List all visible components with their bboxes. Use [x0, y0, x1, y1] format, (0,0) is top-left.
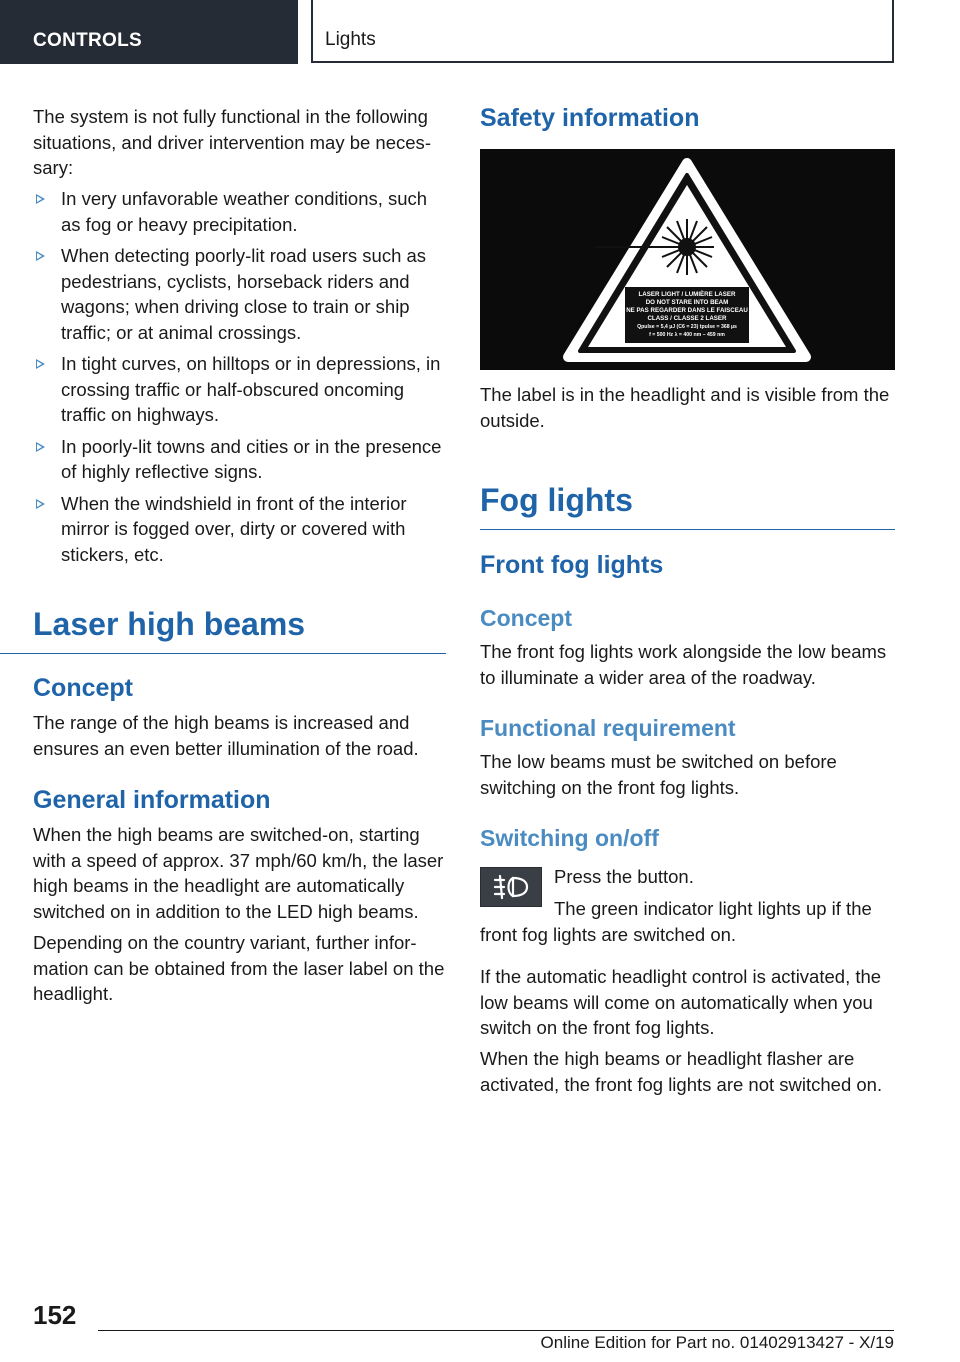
list-item: When the windshield in front of the interior mirror is fogged over, dirty or covered with stickers, etc.: [33, 491, 446, 568]
limitations-list: [33, 186, 446, 567]
label-location-paragraph: The label is in the headlight and is visible from the outside.: [480, 384, 890, 431]
list-item: When detecting poorly-lit road users such as pedestrians, cyclists, horseback riders and wagons; when driving close to train or ship traffic; or at animal crossings.: [33, 243, 446, 345]
functional-requirement-subheading: Functional requirement: [480, 715, 736, 741]
bullet-triangle-icon: [36, 359, 45, 369]
chapter-title: Lights: [325, 29, 376, 50]
footer-divider: [98, 1330, 894, 1331]
switching-subheading: Switching on/off: [480, 825, 659, 851]
general-information-paragraph: When the high beams are switched-on, starting with a speed of approx. 37 mph/60 km/h, the laser high beams in the headlight are automatically switched on in addition to the LED high beams.: [33, 824, 444, 922]
flasher-paragraph: When the high beams or headlight flasher are activated, the front fog lights are not switched on.: [480, 1048, 883, 1095]
country-variant-paragraph: Depending on the country variant, further information can be obtained from the laser label on the headlight.: [33, 932, 445, 1004]
list-item: In poorly-lit towns and cities or in the presence of highly reflective signs.: [33, 434, 446, 485]
label-line: CLASS / CLASSE 2 LASER: [647, 315, 727, 322]
label-line: NE PAS REGARDER DANS LE FAISCEAU: [626, 307, 748, 314]
concept-subheading: Concept: [480, 605, 572, 631]
chapter-tab: [311, 0, 894, 63]
laser-high-beams-heading: Laser high beams: [33, 606, 306, 642]
functional-requirement-paragraph: The low beams must be switched on before switching on the front fog lights.: [480, 751, 837, 798]
press-button-text: Press the button.: [554, 866, 694, 887]
fog-lights-heading: Fog lights: [480, 482, 633, 518]
bullet-triangle-icon: [36, 251, 45, 261]
label-line: f = 500 Hz λ = 400 nm – 459 nm: [649, 332, 725, 338]
bullet-triangle-icon: [36, 499, 45, 509]
intro-paragraph: The system is not fully functional in the following situations, and driver intervention may be necessary:: [33, 106, 431, 178]
list-item: In tight curves, on hilltops or in depressions, in crossing traffic or half-obscured oncoming traffic on highways.: [33, 351, 446, 428]
label-line: DO NOT STARE INTO BEAM: [645, 299, 729, 306]
indicator-paragraph: The green indicator light lights up if the front fog lights are switched on.: [480, 898, 872, 945]
concept-paragraph: The range of the high beams is increased and ensures an even better illumination of the road.: [33, 712, 419, 759]
laser-warning-label-image: [480, 149, 895, 370]
section-tab: [0, 0, 298, 64]
edition-note: Online Edition for Part no. 01402913427 - X/19: [540, 1333, 894, 1352]
laser-warning-triangle-icon: [480, 149, 895, 370]
label-line: Qpulse = 5,4 µJ (C6 = 23) tpulse = 368 µs: [637, 324, 737, 330]
bullet-triangle-icon: [36, 442, 45, 452]
list-item: In very unfavorable weather conditions, such as fog or heavy precipitation.: [33, 186, 446, 237]
heading-divider: [480, 529, 895, 530]
page-number: 152: [33, 1300, 77, 1330]
label-line: LASER LIGHT / LUMIÈRE LASER: [638, 291, 736, 298]
safety-information-heading: Safety information: [480, 104, 700, 132]
general-information-heading: General information: [33, 786, 271, 814]
bullet-triangle-icon: [36, 194, 45, 204]
auto-headlight-paragraph: If the automatic headlight control is activated, the low beams will come on automatically when you switch on the front fog lights.: [480, 966, 882, 1038]
fog-concept-paragraph: The front fog lights work alongside the low beams to illuminate a wider area of the roadway.: [480, 641, 887, 688]
front-fog-lights-heading: Front fog lights: [480, 551, 664, 579]
concept-heading: Concept: [33, 674, 133, 702]
section-title: CONTROLS: [33, 30, 143, 51]
heading-divider: [0, 653, 446, 654]
